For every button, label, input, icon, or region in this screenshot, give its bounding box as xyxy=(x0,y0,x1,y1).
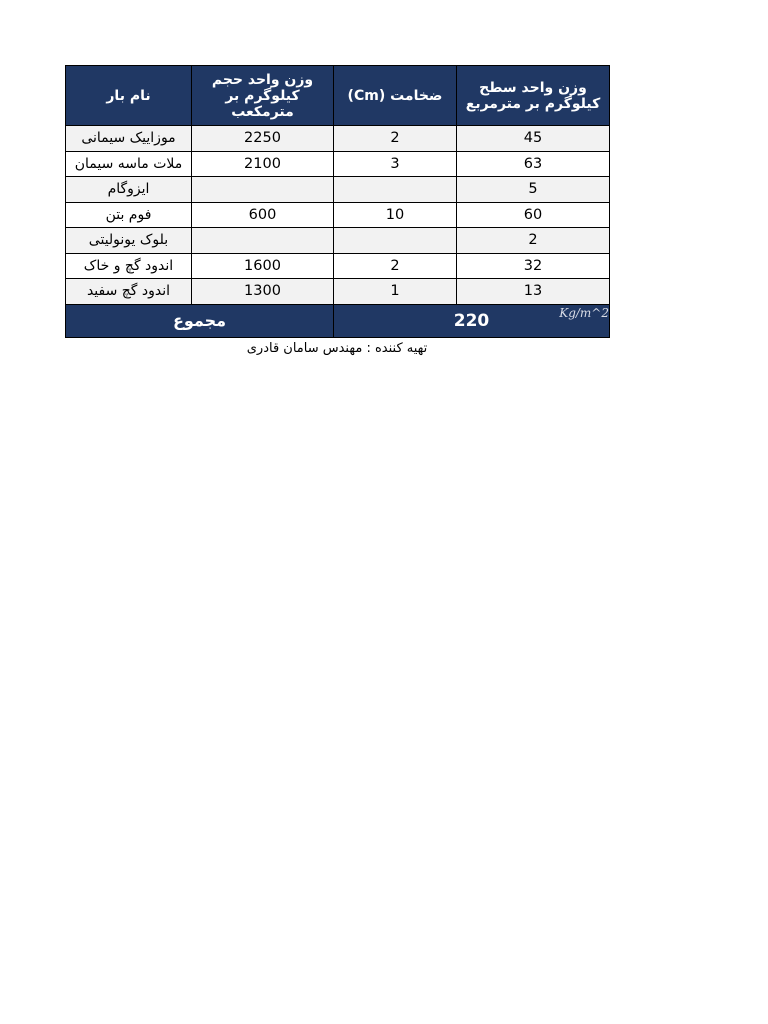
table-row xyxy=(66,202,610,228)
total-row xyxy=(66,304,610,337)
cell-thickness: 1 xyxy=(334,279,457,305)
table-row xyxy=(66,253,610,279)
table-row xyxy=(66,177,610,203)
cell-surface-weight: 2 xyxy=(457,228,610,254)
cell-volume-weight: 2100 xyxy=(192,151,334,177)
cell-thickness: 2 xyxy=(334,253,457,279)
cell-name: ملات ماسه سیمان xyxy=(66,151,192,177)
table-header xyxy=(66,66,610,126)
cell-volume-weight xyxy=(192,228,334,254)
cell-thickness: 2 xyxy=(334,126,457,152)
header-surface-weight: وزن واحد سطح کیلوگرم بر مترمربع xyxy=(457,66,610,126)
dead-load-table xyxy=(65,65,610,338)
cell-surface-weight: 63 xyxy=(457,151,610,177)
author-note: تهیه کننده : مهندس سامان قادری xyxy=(246,341,428,356)
table-row xyxy=(66,151,610,177)
cell-volume-weight xyxy=(192,177,334,203)
load-calculation-sheet xyxy=(65,65,609,356)
cell-surface-weight: 32 xyxy=(457,253,610,279)
cell-surface-weight: 13 xyxy=(457,279,610,305)
total-unit: Kg/m^2 xyxy=(559,305,609,320)
header-thickness: ضخامت (Cm) xyxy=(334,66,457,126)
table-row xyxy=(66,279,610,305)
cell-name: ایزوگام xyxy=(66,177,192,203)
cell-name: فوم بتن xyxy=(66,202,192,228)
total-label: مجموع xyxy=(66,304,334,337)
cell-thickness: 3 xyxy=(334,151,457,177)
header-name: نام بار xyxy=(66,66,192,126)
cell-surface-weight: 60 xyxy=(457,202,610,228)
cell-name: موزاییک سیمانی xyxy=(66,126,192,152)
cell-surface-weight: 5 xyxy=(457,177,610,203)
cell-thickness: 10 xyxy=(334,202,457,228)
header-row xyxy=(66,66,610,126)
total-cell xyxy=(334,304,610,337)
cell-volume-weight: 1300 xyxy=(192,279,334,305)
cell-name: اندود گچ و خاک xyxy=(66,253,192,279)
table-footer xyxy=(66,304,610,337)
cell-name: بلوک یونولیتی xyxy=(66,228,192,254)
table-body xyxy=(66,126,610,305)
cell-name: اندود گچ سفید xyxy=(66,279,192,305)
cell-volume-weight: 2250 xyxy=(192,126,334,152)
total-value: 220 xyxy=(453,310,490,331)
cell-volume-weight: 1600 xyxy=(192,253,334,279)
cell-volume-weight: 600 xyxy=(192,202,334,228)
table-row xyxy=(66,228,610,254)
cell-thickness xyxy=(334,228,457,254)
table-row xyxy=(66,126,610,152)
cell-thickness xyxy=(334,177,457,203)
cell-surface-weight: 45 xyxy=(457,126,610,152)
header-volume-weight: وزن واحد حجم کیلوگرم بر مترمکعب xyxy=(192,66,334,126)
